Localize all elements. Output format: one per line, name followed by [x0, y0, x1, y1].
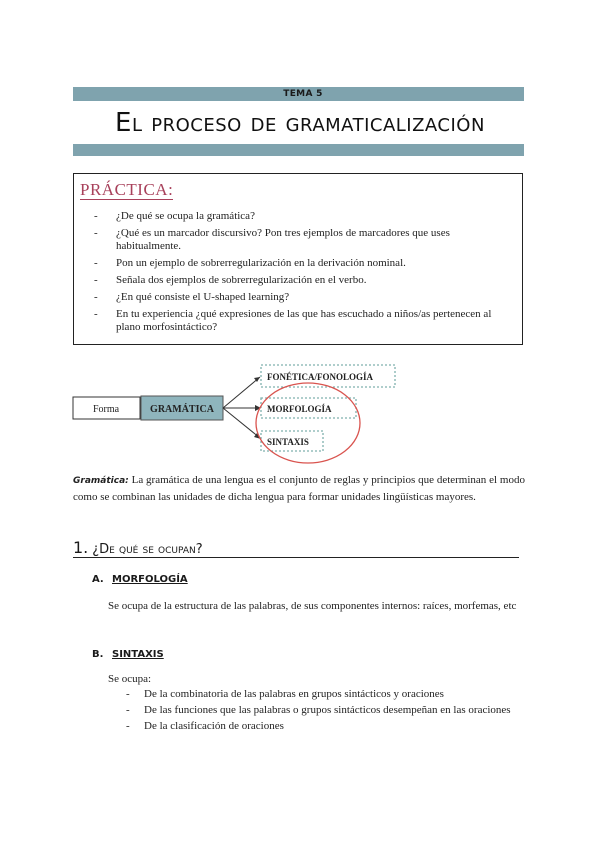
list-item-text: De la clasificación de oraciones — [144, 720, 284, 732]
list-item-text: De las funciones que las palabras o grupos sintácticos desempeñan en las oraciones — [144, 704, 511, 716]
subheading-morfologia — [92, 573, 188, 587]
definition-text: La gramática de una lengua es el conjunto de reglas y principios que determinan el modo como se combinan las unidades de dicha lengua para formar unidades lingüísticas mayores. — [73, 474, 525, 503]
morfologia-text: Se ocupa de la estructura de las palabras, de sus componentes internos: raíces, morfemas, etc — [108, 600, 517, 612]
bullet-dash: - — [94, 257, 98, 269]
tema-label: TEMA 5 — [283, 89, 323, 99]
practica-item-text: ¿Qué es un marcador discursivo? Pon tres ejemplos de marcadores que uses habitualmente. — [116, 227, 450, 252]
bullet-dash: - — [94, 210, 98, 222]
forma-label: Forma — [92, 404, 120, 415]
list-item — [108, 687, 528, 702]
practica-item-text: Pon un ejemplo de sobrerregularización en la derivación nominal. — [116, 257, 406, 269]
definition-term: Gramática: — [73, 476, 129, 486]
section-number: 1. — [73, 538, 89, 557]
branch-sintaxis: SINTAXIS — [267, 437, 309, 447]
branch-fonetica: FONÉTICA/FONOLOGÍA — [267, 372, 374, 382]
practica-title: PRÁCTICA: — [80, 180, 174, 199]
page-title: El proceso de gramaticalización — [115, 108, 485, 138]
practica-item-text: Señala dos ejemplos de sobrerregularización en el verbo. — [116, 274, 367, 286]
practica-box — [73, 173, 523, 345]
practica-item-text: ¿De qué se ocupa la gramática? — [116, 210, 255, 222]
bullet-dash: - — [126, 720, 130, 732]
list-item — [108, 719, 528, 734]
practica-item-text: ¿En qué consiste el U-shaped learning? — [116, 291, 290, 303]
bullet-dash: - — [94, 227, 98, 239]
subheading-letter: A. — [92, 574, 104, 585]
practica-item — [74, 274, 522, 287]
grammar-diagram — [70, 360, 400, 470]
section-title: ¿De qué se ocupan? — [92, 542, 203, 557]
sintaxis-intro: Se ocupa: — [108, 673, 152, 685]
practica-item — [74, 257, 522, 270]
section-heading — [73, 539, 519, 558]
practica-list — [74, 210, 522, 338]
branch-morfologia: MORFOLOGÍA — [267, 404, 332, 414]
bullet-dash: - — [94, 274, 98, 286]
subheading-label: SINTAXIS — [112, 649, 164, 660]
list-item-text: De la combinatoria de las palabras en grupos sintácticos y oraciones — [144, 688, 444, 700]
bullet-dash: - — [94, 291, 98, 303]
bullet-dash: - — [126, 704, 130, 716]
grammar-definition — [73, 472, 525, 505]
connector-sintaxis — [223, 408, 260, 438]
gramatica-label: GRAMÁTICA — [150, 404, 214, 415]
connector-fonetica — [223, 377, 260, 408]
subheading-sintaxis — [92, 648, 164, 662]
bullet-dash: - — [94, 308, 98, 320]
list-item — [108, 703, 528, 718]
sintaxis-list — [108, 687, 528, 735]
header-band-bottom — [73, 144, 524, 156]
subheading-letter: B. — [92, 649, 104, 660]
practica-item — [74, 291, 522, 304]
subheading-label: MORFOLOGÍA — [112, 574, 188, 585]
bullet-dash: - — [126, 688, 130, 700]
practica-item-text: En tu experiencia ¿qué expresiones de las que has escuchado a niños/as pertenecen al plano morfosintáctico? — [116, 308, 492, 333]
practica-item — [74, 308, 522, 334]
practica-item — [74, 210, 522, 223]
practica-item — [74, 227, 522, 253]
